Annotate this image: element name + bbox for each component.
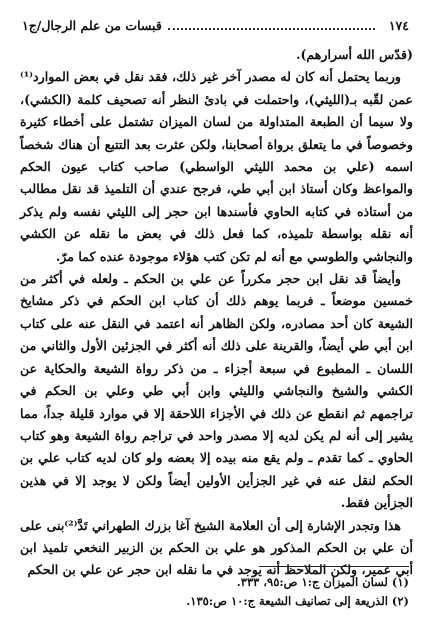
page-header (22, 14, 409, 36)
paragraph: (قدّس الله أسرارهم). (296, 47, 413, 62)
header-dotted-leader (168, 28, 375, 30)
paragraph: وربما يحتمل أنه كان له مصدر آخر غير ذلك، فقد نقل في بعض الموارد⁽¹⁾عمن لقّبه بـ(الليثي)، واحتملت في بادئ النظر أنه تصحيف كلمة (الكشي)، ولا سيما أن الطبعة المتداولة من لسان الميزان تشتمل على أخطاء كثيرة وخصوصاً في ما يتعلق برواة أصحابنا، ولكن عثرت بعد التتبع أن هناك شخصاً اسمه (علي بن محمد الليثي الواسطي) صاحب كتاب عيون الحكم والمواعظ وكان أستاذ ابن أبي طي، فرجح عندي أن التلميذ قد نقل مطالب من أستاذه في كتابه الحاوي فأسندها ابن حجر إلى الليثي نفسه ولم يذكر أنه نقله بواسطة تلميذه، كما فعل ذلك في بعض ما نقله عن الكشي والنجاشي والطوسي مع أنه لم تكن كتب هؤلاء موجودة عنده كما مرّ. (20, 69, 413, 264)
footnote: (١) لسان الميزان ج:١ ص:٩٥، ٣٣٣. (236, 575, 409, 589)
page-body (20, 44, 413, 582)
footnote-divider (259, 566, 409, 567)
footnote: (٢) الذريعة إلى تصانيف الشيعة ج:١٠ ص:١٣٥. (186, 594, 409, 608)
paragraph: هذا وتجدر الإشارة إلى أن العلامة الشيخ آغا بزرك الطهراني تَدَّ⁽²⁾بنى على أن علي بن الحكم المذكور هو علي بن الحكم بن الزبير النخعي تلميذ ابن أبي عمير، ولكن الملاحظ أنه يوجد في ما نقله ابن حجر عن علي بن الحكم (20, 517, 413, 578)
page-number: ١٧٤ (388, 17, 409, 33)
paragraph: وأيضاً قد نقل ابن حجر مكرراً عن علي بن الحكم ـ ولعله في أكثر من خمسين موضعاً ـ فربما يوهم ذلك أن كتاب ابن الحكم في ذكر مشايخ الشيعة كان أحد مصادره، ولكن الظاهر أنه اعتمد في النقل عنه على كتاب ابن أبي طي أيضاً، والقرينة على ذلك أنه أكثر في الجزئين الأول والثاني من اللسان ـ المطبوع في سبعة أجزاء ـ من ذكر رواة الشيعة والحكاية عن الكشي والشيخ والنجاشي والليثي وابن أبي طي وعلي بن الحكم في تراجمهم ثم انقطع عن ذلك في الأجزاء اللاحقة إلا في موارد قليلة جداً، مما يشير إلى أنه لم يكن لديه إلا مصدر واحد في تراجم رواة الشيعة وهو كتاب الحاوي ـ كما تقدم ـ ولم يقع منه بيده إلا بعضه ولو كان لديه كتاب علي بن الحكم لنقل عنه في غير الجزأين الأولين أيضاً ولكن لا يوجد إلا في هذين الجزأين فقط. (20, 271, 413, 511)
footnotes (22, 566, 409, 611)
running-title: قبسات من علم الرجال/ج١ (22, 17, 162, 33)
